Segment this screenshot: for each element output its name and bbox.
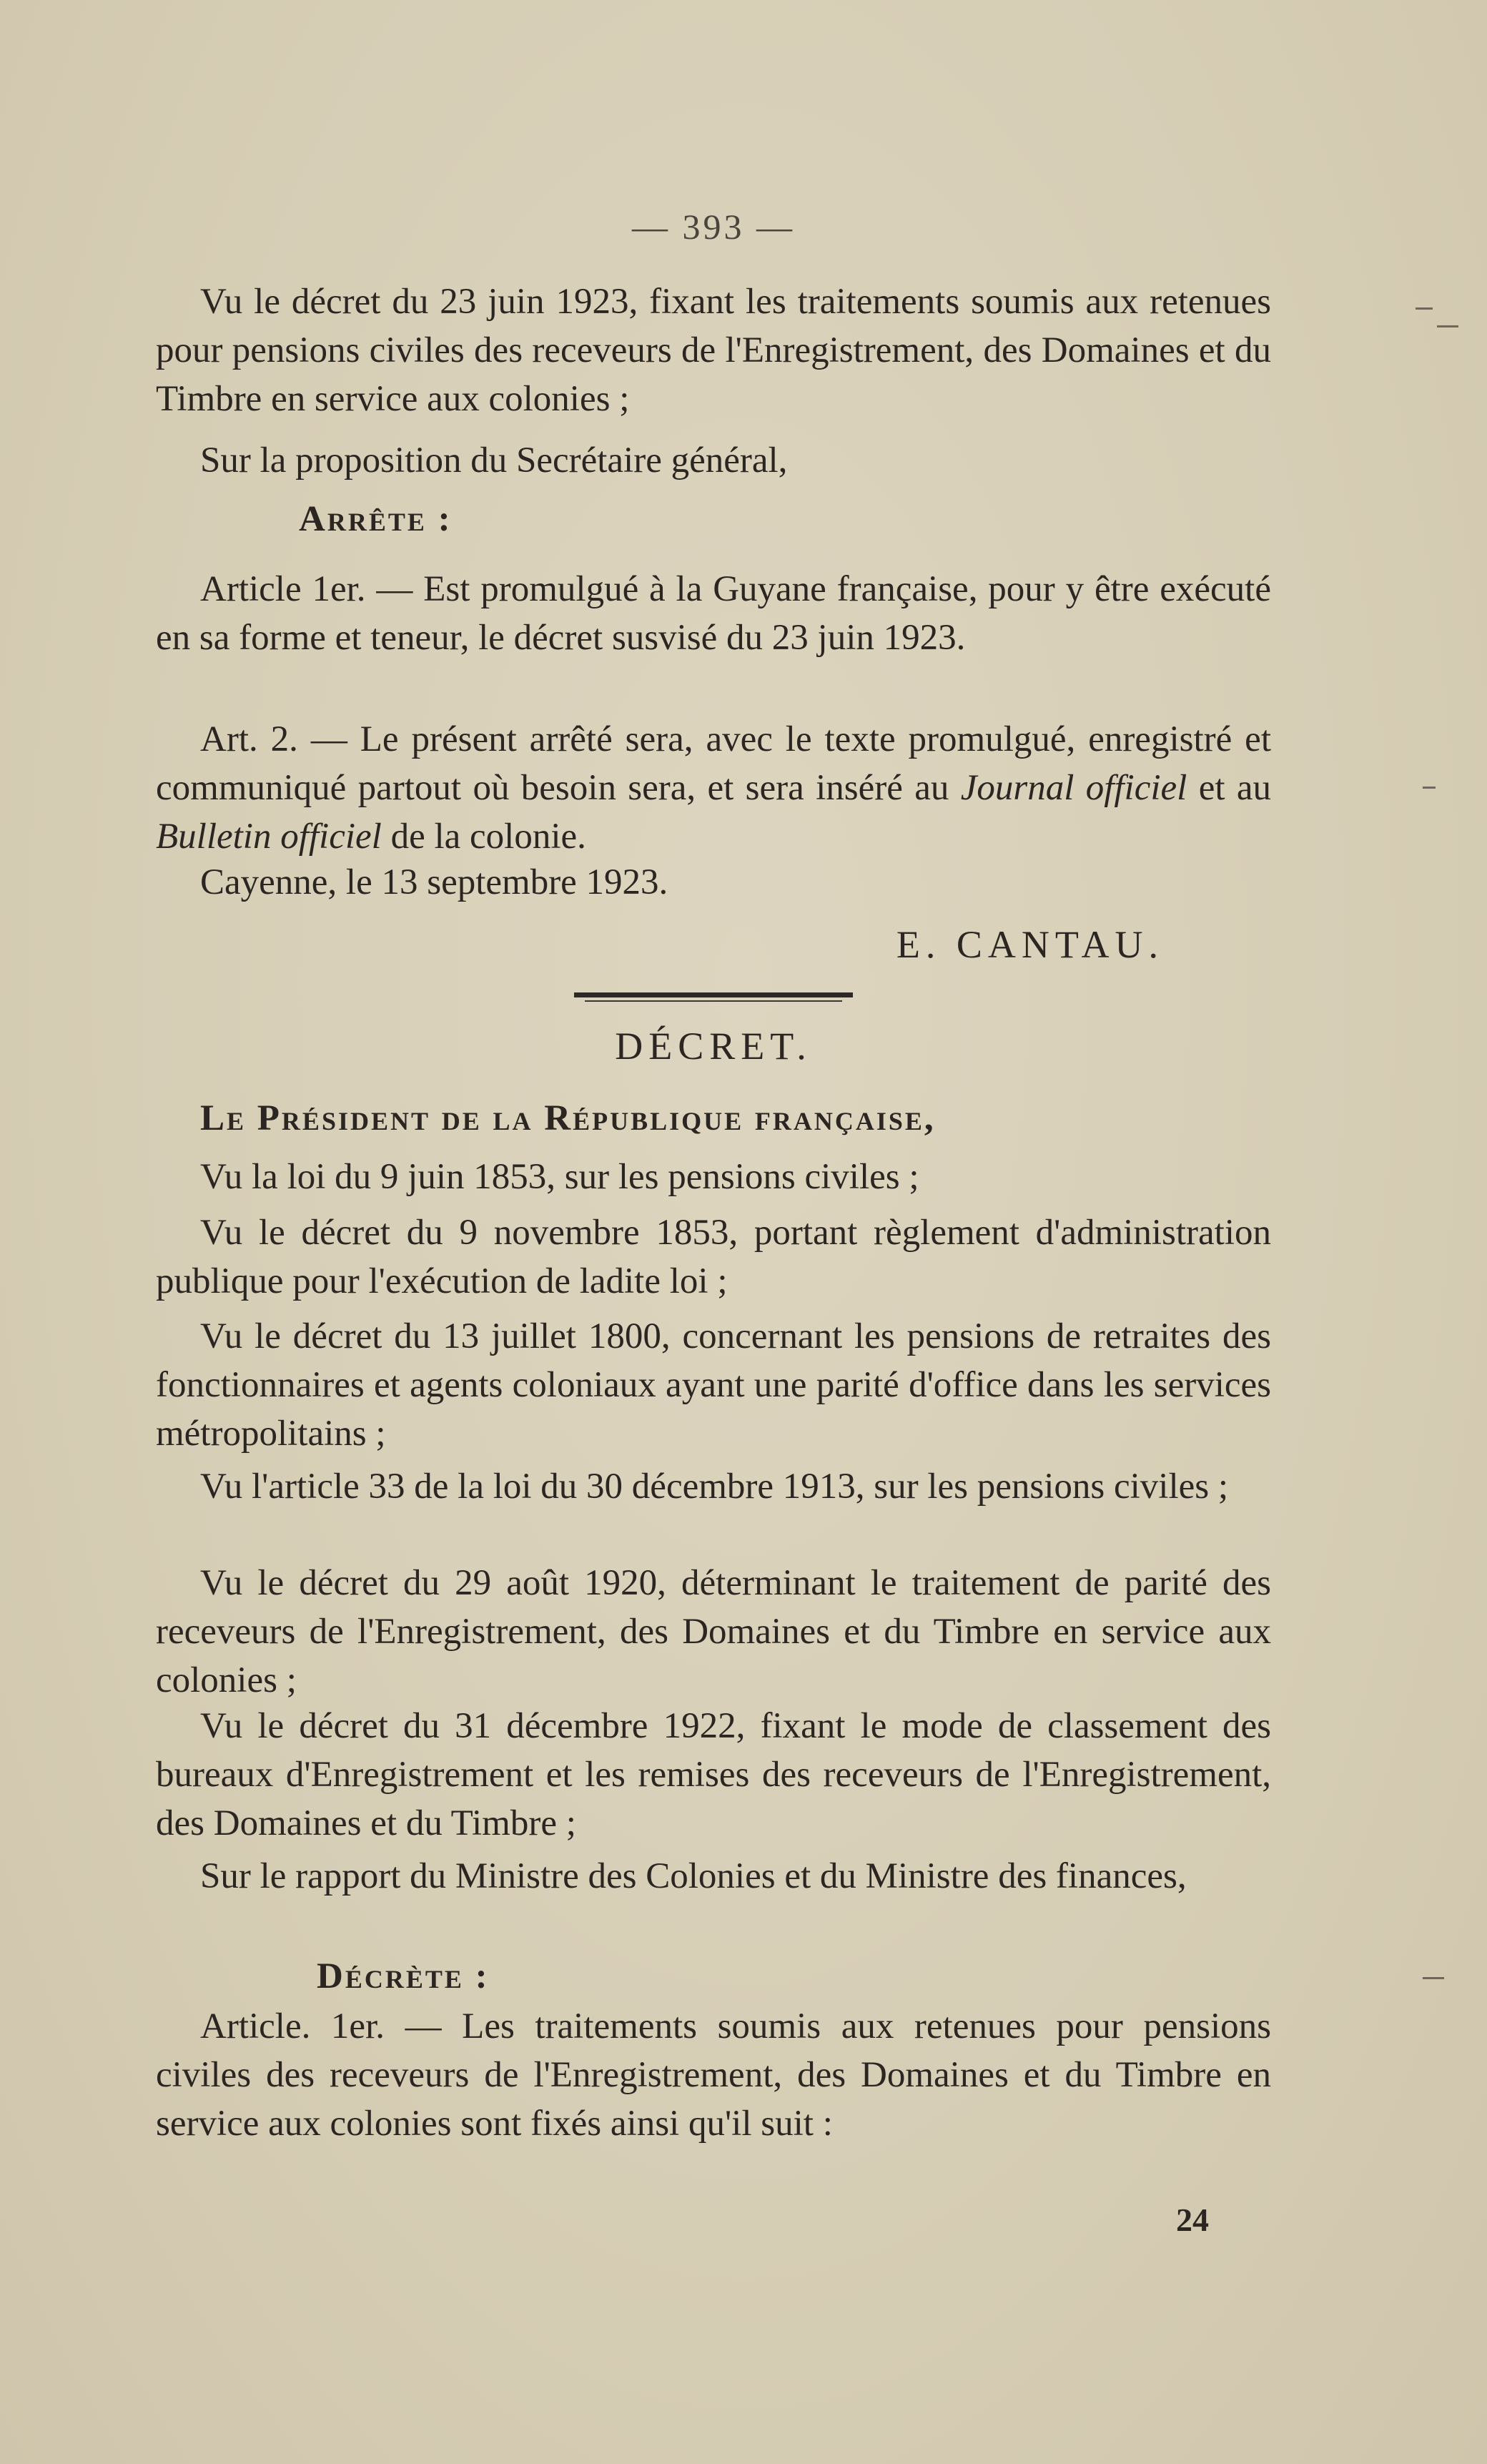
proposition-paragraph: Sur la proposition du Secrétaire général, xyxy=(200,440,788,481)
margin-mark xyxy=(1437,325,1458,327)
rapport-paragraph: Sur le rapport du Ministre des Colonies et du Ministre des finances, xyxy=(200,1856,1187,1896)
president-line: Le Président de la République française, xyxy=(200,1098,936,1138)
arrete-label: Arrête : xyxy=(299,499,453,539)
margin-mark xyxy=(1416,307,1433,310)
vu-5: Vu le décret du 29 août 1920, déterminant le traitement de parité des receveurs de l'Enregistrement, des Domaines et du Timbre en service aux colonies ; xyxy=(156,1563,1271,1700)
vu-paragraph: Vu le décret du 23 juin 1923, fixant les traitements soumis aux retenues pour pensions civiles des receveurs de l'Enregistrement, des Domaines et du Timbre en service aux colonies ; xyxy=(156,282,1271,419)
vu-3: Vu le décret du 13 juillet 1800, concernant les pensions de retraites des fonctionnaires et agents coloniaux ayant une parité d'office dans les services métropolitains ; xyxy=(156,1316,1271,1454)
decret-title: DÉCRET. xyxy=(615,1025,812,1068)
article-2: Art. 2. — Le présent arrêté sera, avec le texte promulgué, enregistré et communiqué partout où besoin sera, et sera inséré au Journal officiel et au Bulletin officiel de la colonie. xyxy=(156,719,1271,857)
vu-6: Vu le décret du 31 décembre 1922, fixant le mode de classement des bureaux d'Enregistrement et les remises des receveurs de l'Enregistrement, des Domaines et du Timbre ; xyxy=(156,1706,1271,1843)
decret-article-1: Article. 1er. — Les traitements soumis aux retenues pour pensions civiles des receveurs de l'Enregistrement, des Domaines et du Timbre en service aux colonies sont fixés ainsi qu'il suit : xyxy=(156,2006,1271,2144)
article-1: Article 1er. — Est promulgué à la Guyane française, pour y être exécuté en sa forme et teneur, le décret susvisé du 23 juin 1923. xyxy=(156,569,1271,658)
section-divider-thin xyxy=(585,1000,842,1002)
date-line: Cayenne, le 13 septembre 1923. xyxy=(200,862,668,902)
margin-mark xyxy=(1423,1977,1444,1979)
vu-4: Vu l'article 33 de la loi du 30 décembre 1913, sur les pensions civiles ; xyxy=(200,1467,1229,1507)
sheet-signature: 24 xyxy=(1176,2202,1209,2238)
page-number: — 393 — xyxy=(632,207,795,247)
vu-2: Vu le décret du 9 novembre 1853, portant règlement d'administration publique pour l'exécution de ladite loi ; xyxy=(156,1213,1271,1301)
vu-1: Vu la loi du 9 juin 1853, sur les pensions civiles ; xyxy=(200,1157,919,1197)
decrete-label: Décrète : xyxy=(317,1956,490,1996)
section-divider xyxy=(574,992,853,997)
signature: E. CANTAU. xyxy=(896,923,1164,966)
margin-mark xyxy=(1423,787,1436,789)
